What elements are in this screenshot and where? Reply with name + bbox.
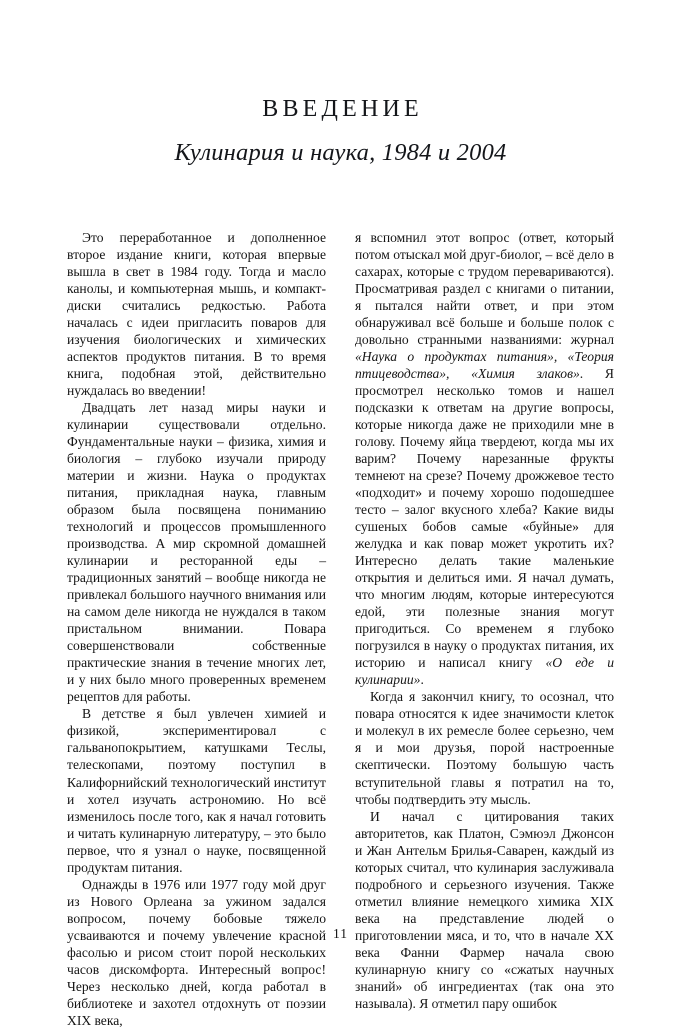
text-column-right [355,229,615,1011]
body-paragraph: И начал с цитирования таких авторитетов, как Платон, Сэмюэл Джонсон и Жан Антельм Брилья-Саварен, каждый из которых считал, что кулинария заслуживала подробного и серьезного изучения. Также отметил влияние немецкого химика XIX века на представление людей о приготовлении мяса, и то, что в начале XX века Фанни Фармер начала свою кулинарную книгу со «сжатых научных знаний» об ингредиентах (так она это называла). Я отметил пару ошибок [355,808,614,1011]
chapter-subtitle: Кулинария и наука, 1984 и 2004 [174,138,507,166]
body-paragraph: Однажды в 1976 или 1977 году мой друг из Нового Орлеана за ужином задался вопросом, почему бобовые тяжело усваиваются и почему увлечение красной фасолью и рисом стоит порой нескольких часов дискомфорта. Интересный вопрос! Через несколько дней, когда работал в библиотеке и захотел отдохнуть от поэзии XIX века, [67,876,326,1028]
page-title: ВВЕДЕНИЕ [262,96,423,122]
page-number: 11 [332,926,349,941]
body-paragraph: Когда я закончил книгу, то осознал, что повара относятся к идее значимости клеток и молекул в их ремесле более серьезно, чем я и мои друзья, порой настроенные скептически. Поэтому большую часть вступительной главы я потратил на то, чтобы подтвердить эту мысль. [355,689,614,807]
body-paragraph: Это переработанное и дополненное второе издание книги, которая впервые вышла в свет в 1984 году. Тогда и масло канолы, и компьютерная мышь, и компакт-диски считались редкостью. Работа началась с идеи пригласить поваров для изучения биологических и химических аспектов продуктов питания. В то время книга, подобная этой, действительно нуждалась во введении! [67,230,326,399]
body-paragraph: я вспомнил этот вопрос (ответ, который потом отыскал мой друг-биолог, – всё дело в сахарах, которые с трудом перевариваются). Просматривая раздел с книгами о питании, я пытался найти ответ, и при этом обнаруживал всё больше и больше полок с довольно странными названиями: журнал «Наука о продуктах питания», «Теория птицеводства», «Химия злаков». Я просмотрел несколько томов и нашел подсказки к ответам на другие вопросы, которые никогда даже не приходили мне в голову. Почему яйца твердеют, когда мы их варим? Почему нарезанные фрукты темнеют на срезе? Почему дрожжевое тесто «подходит» и почему хорошо подошедшее тесто – залог вкусного хлеба? Какие виды сушеных бобов самые «буйные» для желудка и как повар может укротить их? Интересно делать такие маленькие открытия и делиться ими. Я начал думать, что многим людям, которые интересуются едой, эти полезные знания могут пригодиться. Со временем я глубоко погрузился в науку о продуктах питания, их историю и написал книгу «О еде и кулинарии». [355,230,615,688]
italic-title: «Наука о продуктах питания», «Теория птицеводства», «Химия злаков» [355,349,614,382]
chapter-heading [67,96,614,167]
body-paragraph: В детстве я был увлечен химией и физикой, экспериментировал с гальванопокрытием, катушками Теслы, телескопами, поэтому поступил в Калифорнийский технологический институт и хотел изучать астрономию. Но всё изменилось после того, как я начал готовить и читать кулинарную литературу, – это было первое, что я узнал о науке, посвященной продуктам питания. [67,706,326,875]
italic-title: «О еде и кулинарии» [355,655,615,688]
text-column-left [67,229,326,1028]
body-paragraph: Двадцать лет назад миры науки и кулинарии существовали отдельно. Фундаментальные науки – физика, химия и биология – глубоко изучали природу материи и жизни. Наука о продуктах питания, прикладная наука, главным образом была посвящена пониманию технологий и процессов промышленного производства. А мир скромной домашней кулинарии и ресторанной еды – традиционных занятий – вообще никогда не привлекал большого научного внимания или на самом деле никогда не нуждался в таком пристальном внимании. Повара совершенствовали собственные практические знания в течение многих лет, и у них было много проверенных временем рецептов для работы. [67,400,326,705]
